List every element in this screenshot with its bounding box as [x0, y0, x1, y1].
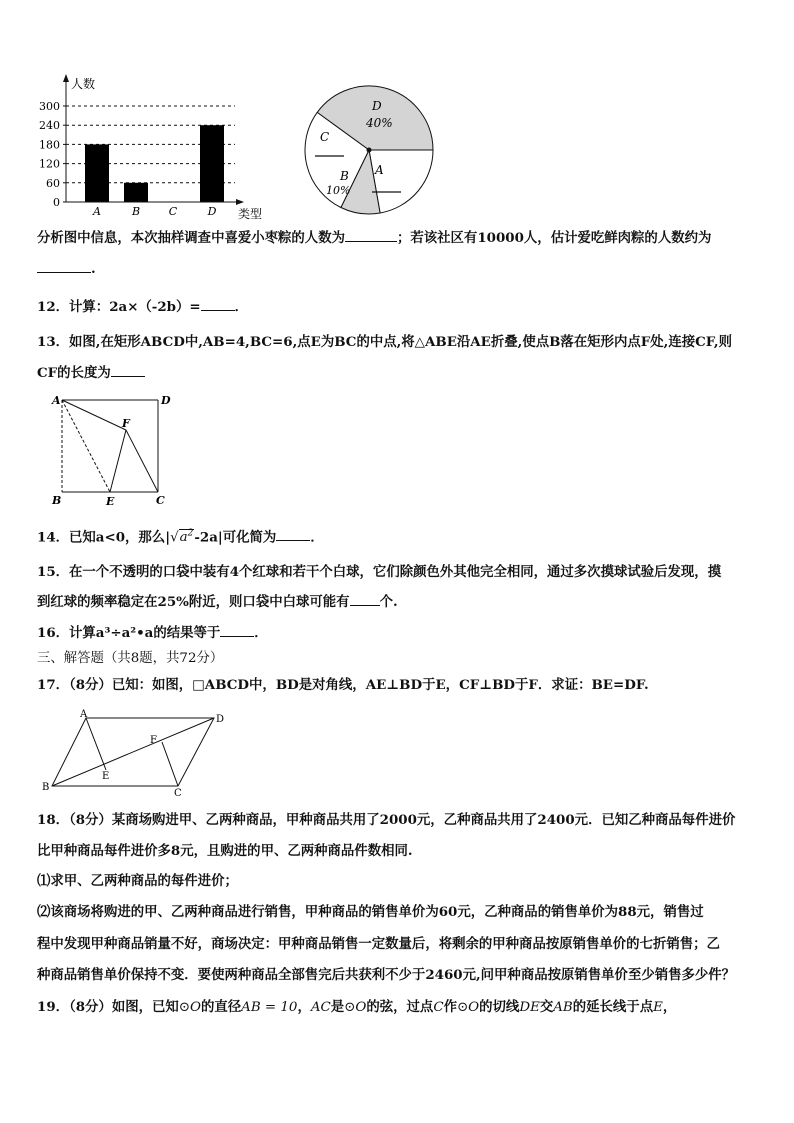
bar-chart-y-tick-label: 180	[39, 138, 60, 152]
pie-chart	[300, 82, 440, 222]
q19-t4: 是	[330, 999, 345, 1015]
pie-percent-b: 10%	[326, 184, 351, 197]
bar-chart-x-label-c: C	[168, 205, 178, 218]
pie-label-a: A	[375, 163, 384, 177]
q12-text: 12．计算：2a×（-2b）=	[37, 299, 201, 315]
pie-percent-d: 40%	[366, 116, 393, 130]
q12-end: ．	[234, 299, 249, 315]
pie-label-d: D	[372, 99, 382, 113]
q13-label-d: D	[161, 394, 171, 407]
x-axis-label: 类型	[238, 207, 263, 220]
q12-line	[37, 298, 764, 316]
bar-chart-y-ticks	[39, 100, 66, 209]
q15-line2	[37, 593, 764, 611]
q17-text: 17．（8分）已知：如图，□ABCD中，BD是对角线，AE⊥BD于E，CF⊥BD于F．求证：BE=DF.	[37, 677, 649, 693]
q14-post: -2a|可化简为	[194, 529, 277, 546]
bar-chart-y-tick-label: 240	[39, 119, 60, 133]
q13-line-ae-dashed	[62, 400, 110, 492]
q19-t8: 交	[539, 999, 554, 1015]
q13-line-ef	[110, 430, 126, 492]
q17-line	[37, 676, 764, 694]
bar-chart-bar-a	[85, 144, 109, 202]
q13-blank	[111, 364, 145, 377]
q19-t3: ，	[297, 999, 311, 1015]
y-axis-arrow	[63, 74, 69, 82]
q18-text1: 18．（8分）某商场购进甲、乙两种商品，甲种商品共用了2000元，乙种商品共用了2400元．已知乙种商品每件进价	[37, 812, 736, 828]
q17-label-b: B	[42, 782, 50, 793]
q13-rectangle-figure	[48, 388, 173, 508]
q13-label-a: A	[52, 394, 61, 407]
q14-radicand	[179, 529, 195, 545]
q19-t1: 19．（8分）如图，已知	[37, 999, 179, 1015]
q13-label-f: F	[122, 417, 130, 430]
q16-line	[37, 624, 764, 642]
q15-line1	[37, 563, 764, 581]
pie-label-b: B	[340, 169, 349, 183]
q18-part2-text1: ⑵该商场将购进的甲、乙两种商品进行销售，甲种商品的销售单价为60元，乙种商品的销售单价为88元，销售过	[37, 904, 704, 920]
q16-blank	[220, 624, 254, 637]
bar-chart-bar-b	[124, 183, 148, 202]
q14-radical-sign: √	[170, 530, 179, 546]
q13-label-c: C	[156, 494, 165, 507]
q19-t6: 作	[443, 999, 457, 1015]
q13-text2: CF的长度为	[37, 365, 111, 381]
q14-line	[37, 525, 764, 547]
q15-end: 个.	[379, 594, 398, 610]
q17-line-ae	[86, 718, 106, 770]
q18-part2-text2: 程中发现甲种商品销量不好，商场决定：甲种商品销售一定数量后，将剩余的甲种商品按原销售单价的七折销售；乙	[37, 936, 720, 952]
bar-chart-x-categories	[92, 205, 217, 218]
q13-line-cf	[126, 430, 158, 492]
q15-text2: 到红球的频率稳定在25%附近，则口袋中白球可能有	[37, 594, 350, 610]
q17-parallelogram-figure	[38, 706, 233, 798]
q19-t10: ，	[662, 999, 677, 1015]
q18-part2-line1	[37, 903, 764, 921]
q17-label-f: F	[150, 735, 157, 746]
q13-label-e: E	[106, 495, 115, 508]
bar-chart-x-label-b: B	[131, 205, 141, 218]
bar-chart-y-tick-label: 300	[39, 100, 60, 113]
bar-chart-y-tick-label: 0	[53, 196, 60, 209]
q17-label-d: D	[216, 714, 225, 725]
q19-line	[37, 998, 764, 1017]
q14-blank	[276, 528, 310, 541]
q17-label-a: A	[80, 709, 88, 720]
bar-chart-y-tick-label: 120	[39, 157, 60, 171]
q13-line-af	[62, 400, 126, 430]
bar-chart-x-label-d: D	[207, 205, 217, 218]
q19-t7: 的切线	[479, 999, 520, 1015]
q11-end: .	[91, 261, 96, 277]
q18-part1	[37, 872, 764, 890]
q17-line-cf	[162, 742, 178, 786]
bar-chart-x-label-a: A	[93, 205, 101, 218]
q19-math-ab: AB = 10	[241, 1000, 298, 1015]
q19-math-ab2: AB	[553, 1000, 573, 1015]
q15-text1: 15．在一个不透明的口袋中装有4个红球和若干个白球，它们除颜色外其他完全相同，通过多次摸球试验后发现，摸	[37, 564, 722, 580]
q18-part2-line2	[37, 935, 764, 953]
q11-blank-1	[345, 229, 397, 242]
pie-label-c: C	[320, 130, 330, 144]
q19-t9: 的延长线于点	[572, 999, 654, 1015]
q19-math-e: E	[653, 1000, 663, 1015]
q18-part1-text: ⑴求甲、乙两种商品的每件进价；	[37, 873, 238, 889]
q14-rad-var: a	[179, 530, 188, 546]
q16-text: 16．计算a³÷a²•a的结果等于	[37, 625, 221, 641]
q11-line1	[37, 229, 764, 247]
q18-text2: 比甲种商品每件进价多8元，且购进的甲、乙两种商品件数相同.	[37, 843, 413, 859]
q12-blank	[201, 298, 235, 311]
q14-end: ．	[310, 529, 324, 546]
section3-title	[37, 650, 764, 668]
q11-text-a: 分析图中信息，本次抽样调查中喜爱小枣粽的人数为	[37, 230, 345, 246]
q17-label-e: E	[102, 771, 110, 782]
q13-label-b: B	[52, 494, 62, 507]
pie-center-dot	[367, 148, 372, 153]
q18-part2-line3	[37, 966, 764, 984]
q19-math-c: C	[433, 1000, 444, 1015]
q19-t2: 的直径	[200, 999, 242, 1015]
bar-chart-y-tick-label: 60	[46, 176, 60, 190]
q13-line2	[37, 364, 764, 382]
q18-line1	[37, 811, 764, 829]
q11-blank-2	[37, 260, 91, 273]
q19-circle-2: ⊙O	[344, 1000, 367, 1015]
q17-label-c: C	[174, 788, 182, 798]
section3-title-text: 三、解答题（共8题，共72分）	[37, 651, 224, 666]
q13-text1: 13．如图,在矩形ABCD中,AB=4,BC=6,点E为BC的中点,将△ABE沿AE折叠,使点B落在矩形内点F处,连接CF,则	[37, 334, 732, 350]
q16-end: ．	[254, 625, 268, 641]
q11-text-b: ；若该社区有10000人，估计爱吃鲜肉粽的人数约为	[396, 230, 712, 246]
q18-line2	[37, 842, 764, 860]
q19-math-de: DE	[519, 1000, 540, 1015]
q14-rad-exp: 2	[187, 529, 194, 539]
q15-blank	[350, 593, 380, 606]
q19-t5: 的弦，过点	[366, 999, 434, 1015]
q11-line2	[37, 260, 764, 278]
y-axis-label: 人数	[71, 77, 96, 91]
bar-chart-bars	[85, 125, 224, 202]
q19-circle-3: ⊙O	[456, 1000, 480, 1015]
q14-sqrt	[170, 525, 194, 547]
q18-part2-text3: 种商品销售单价保持不变．要使两种商品全部售完后共获利不少于2460元,问甲种商品按原销售单价至少销售多少件？	[37, 967, 736, 983]
bar-chart-bar-d	[200, 125, 224, 202]
q19-circle-1: ⊙O	[178, 1000, 201, 1015]
q13-line1	[37, 333, 764, 351]
q14-pre: 14．已知a<0，那么|	[37, 529, 171, 546]
bar-chart	[30, 72, 275, 220]
q19-math-ac: AC	[310, 1000, 331, 1015]
q17-diagonal-bd	[52, 718, 214, 786]
x-axis-arrow	[236, 199, 244, 205]
